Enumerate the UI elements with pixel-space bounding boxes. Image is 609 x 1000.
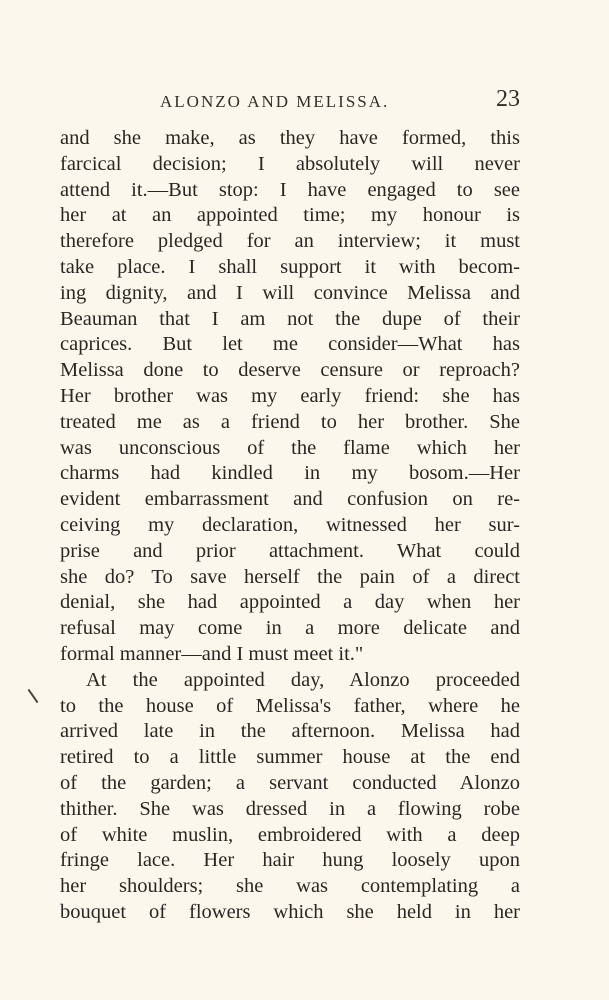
text-line: take place. I shall support it with becom- [60, 255, 520, 278]
margin-mark [28, 689, 39, 703]
text-line: she do? To save herself the pain of a direct [60, 565, 520, 588]
text-line: evident embarrassment and confusion on re- [60, 488, 520, 511]
page-number: 23 [496, 86, 520, 112]
text-line: was unconscious of the flame which her [60, 436, 520, 459]
text-line: prise and prior attachment. What could [60, 539, 520, 562]
text-line: of the garden; a servant conducted Alonzo [60, 771, 520, 794]
text-line: ceiving my declaration, witnessed her sur- [60, 513, 520, 536]
text-line: denial, she had appointed a day when her [60, 591, 520, 614]
text-line: Melissa done to deserve censure or reproach? [60, 359, 520, 382]
text-line: of white muslin, embroidered with a deep [60, 823, 520, 846]
text-line: caprices. But let me consider—What has [60, 333, 520, 356]
page-header [60, 88, 520, 118]
text-line: Beauman that I am not the dupe of their [60, 307, 520, 330]
text-line: therefore pledged for an interview; it must [60, 230, 520, 253]
text-line: formal manner—and I must meet it." [60, 642, 364, 665]
text-line: retired to a little summer house at the end [60, 746, 520, 769]
text-line: her shoulders; she was contemplating a [60, 875, 520, 898]
text-line: thither. She was dressed in a flowing robe [60, 797, 520, 820]
text-line: fringe lace. Her hair hung loosely upon [60, 849, 520, 872]
text-line: ing dignity, and I will convince Melissa and [60, 281, 520, 304]
body-text [60, 126, 520, 926]
running-head: ALONZO AND MELISSA. [160, 92, 390, 111]
text-line: refusal may come in a more delicate and [60, 617, 520, 640]
text-line: charms had kindled in my bosom.—Her [60, 462, 520, 485]
text-line: attend it.—But stop: I have engaged to see [60, 178, 520, 201]
text-line: Her brother was my early friend: she has [60, 384, 520, 407]
text-line: and she make, as they have formed, this [60, 127, 520, 149]
text-line: farcical decision; I absolutely will never [60, 152, 520, 175]
text-line: At the appointed day, Alonzo proceeded [86, 668, 520, 691]
text-line: treated me as a friend to her brother. She [60, 410, 520, 433]
text-line: to the house of Melissa's father, where he [60, 694, 520, 717]
text-line: bouquet of flowers which she held in her [60, 900, 520, 923]
text-line: arrived late in the afternoon. Melissa had [60, 720, 520, 743]
text-line: her at an appointed time; my honour is [60, 204, 520, 227]
